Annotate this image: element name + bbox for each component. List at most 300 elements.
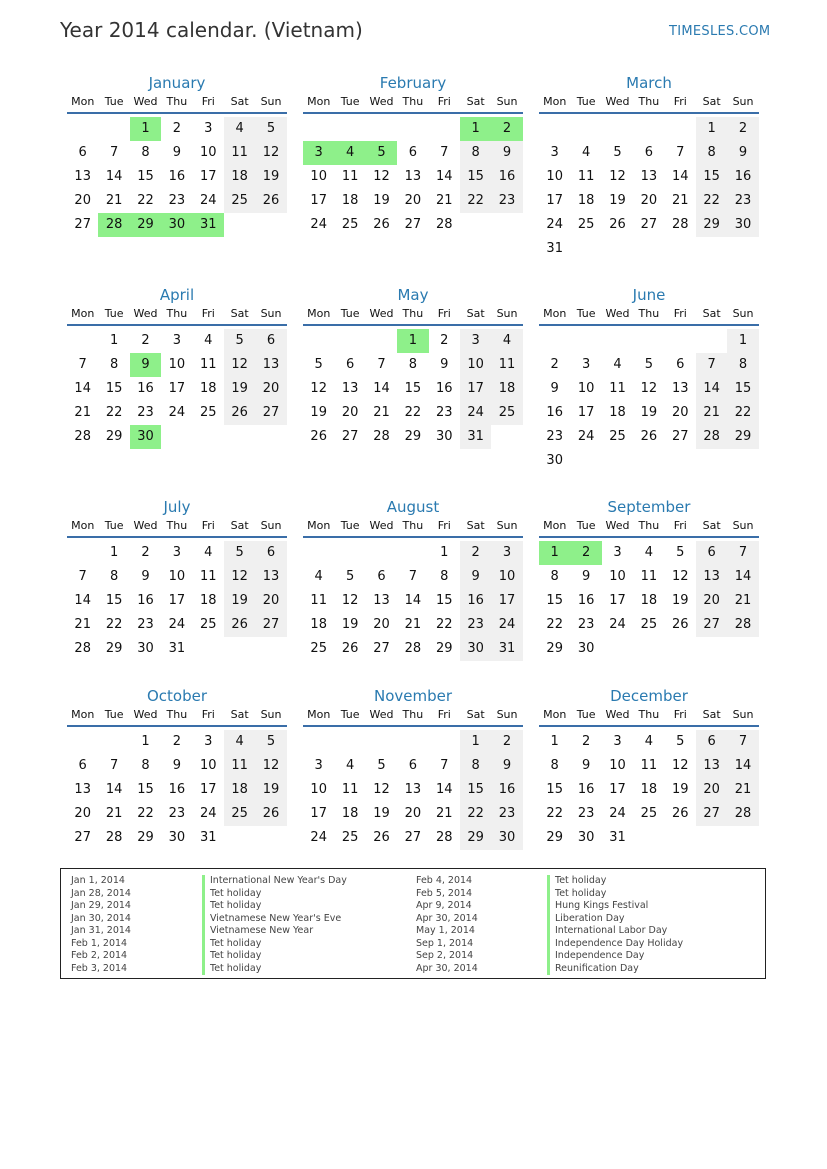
day-cell: 24	[609, 806, 626, 821]
day-cell: 5	[377, 758, 386, 773]
day-cell: 26	[609, 217, 626, 232]
day-cell: 3	[613, 734, 622, 749]
day-cell: 27	[696, 802, 727, 826]
legend-date: Sep 2, 2014	[416, 950, 474, 961]
day-cell: 29	[105, 429, 123, 444]
day-cell: 12	[373, 782, 390, 797]
day-cell: 12	[255, 141, 286, 165]
day-grid	[539, 730, 759, 850]
empty-cell	[303, 329, 334, 353]
day-cell: 20	[74, 193, 91, 208]
weekday-label: Sat	[702, 708, 721, 721]
day-cell: 2	[141, 333, 150, 348]
day-cell: 23	[577, 806, 595, 821]
day-cell: 27	[255, 401, 286, 425]
weekday-label: Fri	[201, 519, 215, 532]
weekday-label: Tue	[576, 95, 596, 108]
day-cell: 19	[640, 405, 658, 420]
weekday-label: Sun	[732, 95, 754, 108]
day-cell: 21	[373, 405, 390, 420]
weekday-label: Sun	[260, 519, 282, 532]
day-cell: 14	[727, 754, 758, 778]
day-cell: 17	[310, 193, 327, 208]
weekday-label: Thu	[402, 519, 424, 532]
day-cell: 21	[74, 405, 91, 420]
weekday-label: Sun	[496, 708, 518, 721]
day-cell: 30	[435, 429, 453, 444]
day-cell: 11	[199, 357, 217, 372]
day-cell: 20	[404, 806, 422, 821]
day-cell: 27	[74, 830, 91, 845]
empty-cell	[98, 730, 129, 754]
weekday-label: Thu	[402, 307, 424, 320]
weekday-label: Mon	[543, 307, 567, 320]
day-cell: 19	[224, 589, 255, 613]
day-grid	[303, 541, 523, 661]
day-cell: 27	[640, 217, 658, 232]
day-cell: 17	[577, 405, 595, 420]
day-cell: 28	[671, 217, 689, 232]
day-cell: 18	[341, 806, 359, 821]
day-cell: 15	[696, 165, 727, 189]
day-cell: 8	[109, 569, 119, 584]
empty-cell	[366, 730, 397, 754]
day-cell: 27	[404, 830, 422, 845]
weekday-label: Thu	[402, 708, 424, 721]
month-name: May	[397, 286, 429, 304]
day-cell: 7	[440, 758, 449, 773]
day-cell: 21	[404, 617, 422, 632]
weekday-label: Sat	[702, 95, 721, 108]
weekday-header	[539, 518, 759, 538]
weekday-label: Thu	[166, 519, 188, 532]
empty-cell	[665, 117, 696, 141]
day-cell: 19	[373, 193, 390, 208]
day-cell: 11	[341, 782, 359, 797]
weekday-label: Sun	[732, 708, 754, 721]
legend-row	[71, 938, 347, 951]
day-cell: 26	[671, 617, 689, 632]
month-name: February	[379, 74, 447, 92]
weekday-label: Sun	[496, 519, 518, 532]
month-name: December	[610, 687, 688, 705]
weekday-header	[539, 306, 759, 326]
day-cell: 2	[141, 545, 150, 560]
empty-cell	[67, 117, 98, 141]
day-cell: 29	[696, 213, 727, 237]
day-cell: 7	[727, 730, 758, 754]
empty-cell	[397, 730, 428, 754]
day-cell: 29	[435, 641, 453, 656]
day-cell: 3	[204, 734, 213, 749]
weekday-label: Sun	[732, 519, 754, 532]
day-cell: 15	[460, 165, 491, 189]
day-cell: 16	[137, 593, 154, 608]
month-september	[539, 496, 759, 661]
day-cell: 15	[546, 782, 563, 797]
day-cell: 14	[671, 169, 689, 184]
day-grid	[539, 117, 759, 261]
holiday-day-cell: 1	[397, 329, 428, 353]
day-cell: 13	[696, 754, 727, 778]
day-cell: 4	[224, 730, 255, 754]
day-cell: 19	[373, 806, 390, 821]
weekday-label: Wed	[605, 708, 630, 721]
day-cell: 5	[314, 357, 323, 372]
day-cell: 1	[141, 734, 150, 749]
month-june	[539, 284, 759, 473]
empty-cell	[696, 329, 727, 353]
legend-date: Jan 30, 2014	[71, 912, 131, 924]
day-cell: 1	[696, 117, 727, 141]
day-cell: 6	[696, 730, 727, 754]
day-cell: 14	[404, 593, 422, 608]
day-cell: 22	[460, 802, 491, 826]
brand-link[interactable]: TIMESLES.COM	[669, 24, 771, 39]
day-cell: 31	[460, 425, 491, 449]
day-cell: 24	[310, 217, 327, 232]
day-cell: 8	[141, 145, 150, 160]
weekday-label: Fri	[437, 708, 451, 721]
day-cell: 8	[696, 141, 727, 165]
holiday-day-cell: 5	[366, 141, 397, 165]
day-cell: 7	[727, 541, 758, 565]
day-cell: 2	[440, 333, 449, 348]
day-cell: 31	[199, 830, 217, 845]
empty-cell	[67, 329, 98, 353]
day-cell: 26	[373, 830, 390, 845]
legend-holiday-name: Tet holiday	[202, 938, 261, 951]
day-cell: 10	[168, 569, 186, 584]
weekday-label: Wed	[133, 307, 158, 320]
day-cell: 8	[440, 569, 449, 584]
day-grid	[303, 730, 523, 850]
day-cell: 1	[550, 734, 559, 749]
holiday-day-cell: 3	[303, 141, 334, 165]
weekday-label: Sat	[230, 708, 249, 721]
day-cell: 26	[373, 217, 390, 232]
day-cell: 19	[671, 782, 689, 797]
legend-date: Jan 31, 2014	[71, 925, 131, 936]
legend-row	[416, 950, 683, 963]
weekday-label: Thu	[166, 708, 188, 721]
weekday-label: Wed	[605, 95, 630, 108]
day-cell: 13	[640, 169, 658, 184]
holiday-day-cell: 1	[539, 541, 570, 565]
day-cell: 21	[727, 778, 758, 802]
holiday-day-cell: 9	[130, 353, 161, 377]
day-cell: 22	[546, 806, 563, 821]
empty-cell	[303, 117, 334, 141]
day-cell: 15	[546, 593, 563, 608]
holiday-day-cell: 31	[193, 213, 224, 237]
day-cell: 22	[696, 189, 727, 213]
weekday-label: Sat	[466, 307, 485, 320]
day-cell: 17	[546, 193, 563, 208]
day-cell: 7	[78, 569, 87, 584]
weekday-label: Tue	[340, 519, 360, 532]
legend-date: Feb 5, 2014	[416, 887, 473, 899]
legend-row	[416, 875, 683, 888]
day-cell: 4	[314, 569, 323, 584]
day-cell: 7	[109, 758, 119, 773]
weekday-label: Mon	[307, 708, 331, 721]
weekday-label: Fri	[437, 519, 451, 532]
holiday-day-cell: 4	[334, 141, 365, 165]
day-cell: 11	[491, 353, 522, 377]
day-cell: 7	[78, 357, 87, 372]
day-cell: 11	[224, 141, 255, 165]
empty-cell	[602, 117, 633, 141]
weekday-header	[67, 518, 287, 538]
day-grid	[539, 329, 759, 473]
empty-cell	[397, 541, 428, 565]
month-april	[67, 284, 287, 449]
day-cell: 25	[577, 217, 595, 232]
day-cell: 25	[310, 641, 327, 656]
legend-date: Sep 1, 2014	[416, 937, 474, 949]
weekday-header	[303, 306, 523, 326]
day-cell: 27	[404, 217, 422, 232]
month-name: January	[148, 74, 206, 92]
legend-holiday-name: Tet holiday	[202, 888, 261, 901]
day-cell: 2	[172, 734, 181, 749]
day-cell: 5	[224, 329, 255, 353]
empty-cell	[665, 329, 696, 353]
day-cell: 4	[644, 734, 653, 749]
day-cell: 23	[460, 613, 491, 637]
day-cell: 26	[640, 429, 658, 444]
weekday-label: Sun	[260, 95, 282, 108]
day-cell: 25	[224, 802, 255, 826]
month-august	[303, 496, 523, 661]
day-cell: 3	[314, 758, 323, 773]
legend-row	[416, 888, 683, 901]
empty-cell	[67, 730, 98, 754]
day-cell: 6	[255, 329, 286, 353]
day-cell: 11	[310, 593, 327, 608]
legend-row	[71, 950, 347, 963]
weekday-label: Tue	[576, 519, 596, 532]
day-cell: 30	[546, 453, 563, 468]
day-cell: 4	[491, 329, 522, 353]
legend-row	[416, 925, 683, 938]
day-cell: 5	[644, 357, 653, 372]
day-cell: 3	[204, 121, 213, 136]
weekday-label: Tue	[104, 519, 124, 532]
legend-date: Jan 1, 2014	[71, 875, 125, 886]
legend-column-right	[416, 875, 683, 975]
day-cell: 30	[137, 641, 154, 656]
day-cell: 28	[727, 802, 758, 826]
day-cell: 3	[613, 545, 622, 560]
day-cell: 19	[341, 617, 359, 632]
day-cell: 29	[546, 641, 563, 656]
day-cell: 12	[224, 565, 255, 589]
month-name: September	[607, 498, 691, 516]
day-cell: 11	[640, 758, 658, 773]
legend-row	[416, 938, 683, 951]
day-cell: 12	[224, 353, 255, 377]
day-cell: 18	[224, 778, 255, 802]
day-cell: 16	[577, 782, 595, 797]
weekday-label: Wed	[369, 307, 394, 320]
legend-holiday-name: Hung Kings Festival	[547, 900, 648, 913]
empty-cell	[334, 730, 365, 754]
day-cell: 19	[310, 405, 327, 420]
day-cell: 4	[204, 545, 213, 560]
weekday-label: Fri	[201, 95, 215, 108]
day-cell: 9	[727, 141, 758, 165]
day-cell: 20	[640, 193, 658, 208]
day-cell: 19	[224, 377, 255, 401]
weekday-label: Sat	[230, 519, 249, 532]
month-may	[303, 284, 523, 449]
empty-cell	[334, 329, 365, 353]
day-cell: 25	[491, 401, 522, 425]
day-cell: 19	[255, 165, 286, 189]
day-cell: 4	[613, 357, 622, 372]
day-cell: 25	[224, 189, 255, 213]
empty-cell	[303, 541, 334, 565]
day-cell: 3	[172, 545, 181, 560]
day-cell: 18	[609, 405, 626, 420]
empty-cell	[539, 329, 570, 353]
empty-cell	[98, 117, 129, 141]
day-cell: 13	[671, 381, 689, 396]
day-cell: 8	[460, 141, 491, 165]
legend-row	[416, 963, 683, 976]
day-cell: 5	[676, 545, 685, 560]
day-cell: 17	[168, 381, 186, 396]
weekday-label: Sat	[466, 95, 485, 108]
day-cell: 13	[404, 169, 422, 184]
day-cell: 10	[609, 758, 626, 773]
weekday-label: Fri	[201, 708, 215, 721]
day-cell: 18	[577, 193, 595, 208]
month-name: October	[146, 687, 208, 705]
day-cell: 8	[408, 357, 417, 372]
day-cell: 9	[172, 145, 181, 160]
day-cell: 10	[310, 169, 327, 184]
day-cell: 18	[199, 593, 217, 608]
day-cell: 16	[168, 169, 186, 184]
day-cell: 23	[546, 429, 563, 444]
weekday-label: Thu	[402, 95, 424, 108]
weekday-label: Wed	[605, 519, 630, 532]
day-cell: 1	[109, 545, 119, 560]
day-cell: 17	[609, 593, 626, 608]
weekday-label: Tue	[340, 708, 360, 721]
day-cell: 23	[168, 806, 186, 821]
day-cell: 7	[109, 145, 119, 160]
day-cell: 3	[491, 541, 522, 565]
day-cell: 24	[310, 830, 327, 845]
weekday-label: Fri	[673, 708, 687, 721]
weekday-label: Tue	[340, 307, 360, 320]
legend-row	[71, 963, 347, 976]
day-cell: 18	[341, 193, 359, 208]
day-cell: 22	[727, 401, 758, 425]
day-cell: 14	[435, 169, 453, 184]
day-cell: 23	[727, 189, 758, 213]
day-cell: 3	[172, 333, 181, 348]
day-cell: 24	[609, 617, 626, 632]
empty-cell	[633, 117, 664, 141]
day-cell: 13	[74, 169, 91, 184]
day-cell: 20	[696, 589, 727, 613]
weekday-label: Wed	[133, 519, 158, 532]
empty-cell	[67, 541, 98, 565]
weekday-label: Sun	[496, 307, 518, 320]
day-cell: 18	[310, 617, 327, 632]
weekday-label: Tue	[576, 708, 596, 721]
day-cell: 13	[74, 782, 91, 797]
day-cell: 22	[460, 189, 491, 213]
empty-cell	[539, 117, 570, 141]
day-cell: 14	[74, 593, 91, 608]
day-cell: 30	[577, 830, 595, 845]
day-cell: 20	[255, 589, 286, 613]
day-cell: 26	[310, 429, 327, 444]
day-cell: 8	[550, 758, 559, 773]
day-cell: 2	[460, 541, 491, 565]
day-cell: 5	[255, 730, 286, 754]
day-cell: 21	[435, 806, 453, 821]
day-cell: 3	[460, 329, 491, 353]
day-cell: 24	[546, 217, 563, 232]
legend-row	[71, 925, 347, 938]
day-cell: 20	[341, 405, 359, 420]
day-cell: 14	[696, 377, 727, 401]
empty-cell	[366, 541, 397, 565]
day-cell: 28	[435, 830, 453, 845]
weekday-label: Mon	[307, 519, 331, 532]
weekday-header	[303, 707, 523, 727]
day-cell: 17	[168, 593, 186, 608]
day-cell: 2	[550, 357, 559, 372]
month-july	[67, 496, 287, 661]
day-cell: 29	[727, 425, 758, 449]
day-cell: 27	[696, 613, 727, 637]
weekday-label: Mon	[307, 307, 331, 320]
day-cell: 10	[310, 782, 327, 797]
day-cell: 2	[491, 730, 522, 754]
empty-cell	[334, 541, 365, 565]
day-cell: 16	[137, 381, 154, 396]
day-cell: 17	[199, 782, 217, 797]
holiday-day-cell: 2	[570, 541, 601, 565]
day-cell: 30	[577, 641, 595, 656]
day-cell: 22	[137, 193, 154, 208]
day-cell: 5	[345, 569, 355, 584]
holiday-day-cell: 29	[130, 213, 161, 237]
day-cell: 29	[460, 826, 491, 850]
day-cell: 24	[577, 429, 595, 444]
empty-cell	[429, 730, 460, 754]
weekday-label: Thu	[638, 95, 660, 108]
month-january	[67, 72, 287, 237]
day-cell: 21	[105, 806, 123, 821]
day-cell: 16	[577, 593, 595, 608]
day-cell: 7	[696, 353, 727, 377]
day-cell: 12	[373, 169, 390, 184]
weekday-label: Tue	[576, 307, 596, 320]
legend-holiday-name: International New Year's Day	[202, 875, 347, 888]
day-cell: 31	[546, 241, 563, 256]
day-cell: 23	[491, 802, 522, 826]
day-cell: 28	[105, 830, 123, 845]
